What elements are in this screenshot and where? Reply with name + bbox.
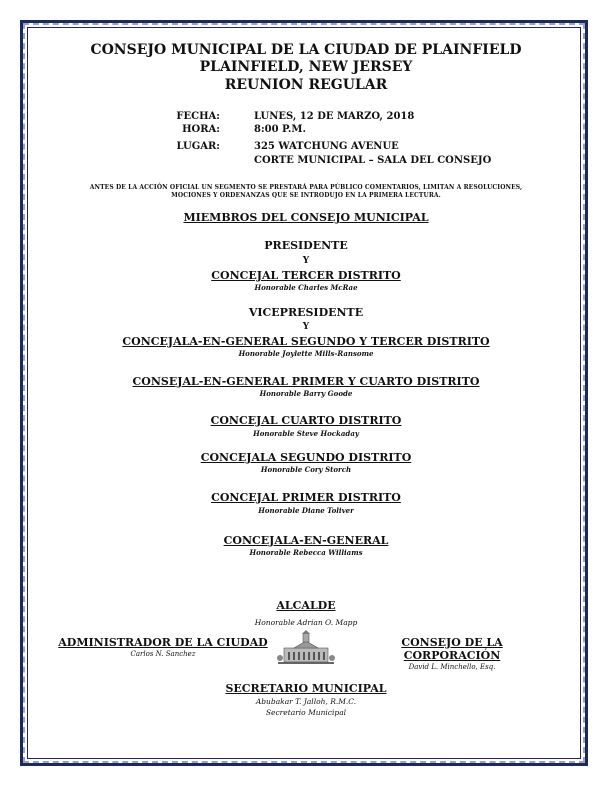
secretario-title: SECRETARIO MUNICIPAL [225, 682, 387, 695]
corporacion-block [352, 636, 552, 672]
administrador-block [58, 636, 268, 659]
administrador-name: Carlos N. Sanchez [130, 650, 196, 658]
alcalde-name: Honorable Adrian O. Mapp [254, 618, 358, 627]
fecha-label: FECHA: [176, 111, 220, 122]
city-hall-illustration [276, 630, 336, 666]
fecha-value: LUNES, 12 DE MARZO, 2018 [254, 111, 415, 122]
member-name-7: Honorable Rebecca Williams [249, 548, 363, 557]
member-name-3: Honorable Barry Goode [259, 389, 353, 398]
general-2-3-title: CONCEJALA-EN-GENERAL SEGUNDO Y TERCER DISTRITO [122, 335, 490, 348]
lugar-label: LUGAR: [176, 141, 220, 152]
alcalde-title: ALCALDE [276, 599, 336, 612]
segundo-distrito-title: CONCEJALA SEGUNDO DISTRITO [200, 451, 412, 464]
hora-value: 8:00 P.M. [254, 124, 306, 135]
vicepresidente-title: VICEPRESIDENTE [248, 306, 364, 319]
title-line-3: REUNION REGULAR [224, 77, 388, 93]
presidente-title: PRESIDENTE [264, 239, 348, 252]
secretario-role: Secretario Municipal [265, 708, 347, 717]
lugar-value-1: 325 WATCHUNG AVENUE [254, 141, 399, 152]
primer-distrito-title: CONCEJAL PRIMER DISTRITO [211, 491, 401, 504]
tercer-distrito-title: CONCEJAL TERCER DISTRITO [211, 269, 401, 282]
member-name-4: Honorable Steve Hockaday [253, 429, 359, 438]
public-comment-notice-2: MOCIONES Y ORDENANZAS QUE SE INTRODUJO EN LA PRIMERA LECTURA. [171, 192, 441, 199]
member-name-5: Honorable Cory Storch [260, 465, 352, 474]
title-line-2: PLAINFIELD, NEW JERSEY [199, 59, 413, 75]
y-connector-2: Y [302, 322, 310, 332]
member-name-6: Honorable Diane Toliver [258, 506, 354, 515]
cuarto-distrito-title: CONCEJAL CUARTO DISTRITO [210, 414, 402, 427]
lugar-value-2: CORTE MUNICIPAL – SALA DEL CONSEJO [254, 155, 492, 166]
administrador-title: ADMINISTRADOR DE LA CIUDAD [58, 636, 268, 649]
corporacion-title: CONSEJO DE LA CORPORACIÓN [401, 636, 503, 662]
member-name-2: Honorable Joylette Mills-Ransome [238, 349, 374, 358]
council-heading: MIEMBROS DEL CONSEJO MUNICIPAL [183, 211, 429, 224]
y-connector-1: Y [302, 256, 310, 266]
en-general-title: CONCEJALA-EN-GENERAL [223, 534, 389, 547]
secretario-name: Abubakar T. Jalloh, R.M.C. [255, 697, 357, 706]
corporacion-name: David L. Minchello, Esq. [408, 663, 496, 671]
hora-label: HORA: [182, 124, 220, 135]
general-1-4-title: CONSEJAL-EN-GENERAL PRIMER Y CUARTO DISTRITO [132, 375, 480, 388]
public-comment-notice-1: ANTES DE LA ACCIÓN OFICIAL UN SEGMENTO SE PRESTARÁ PARA PÚBLICO COMENTARIOS, LIMITAN A RESOLUCIONES, [89, 184, 523, 191]
member-name-1: Honorable Charles McRae [254, 283, 358, 292]
title-line-1: CONSEJO MUNICIPAL DE LA CIUDAD DE PLAINFIELD [90, 42, 522, 58]
